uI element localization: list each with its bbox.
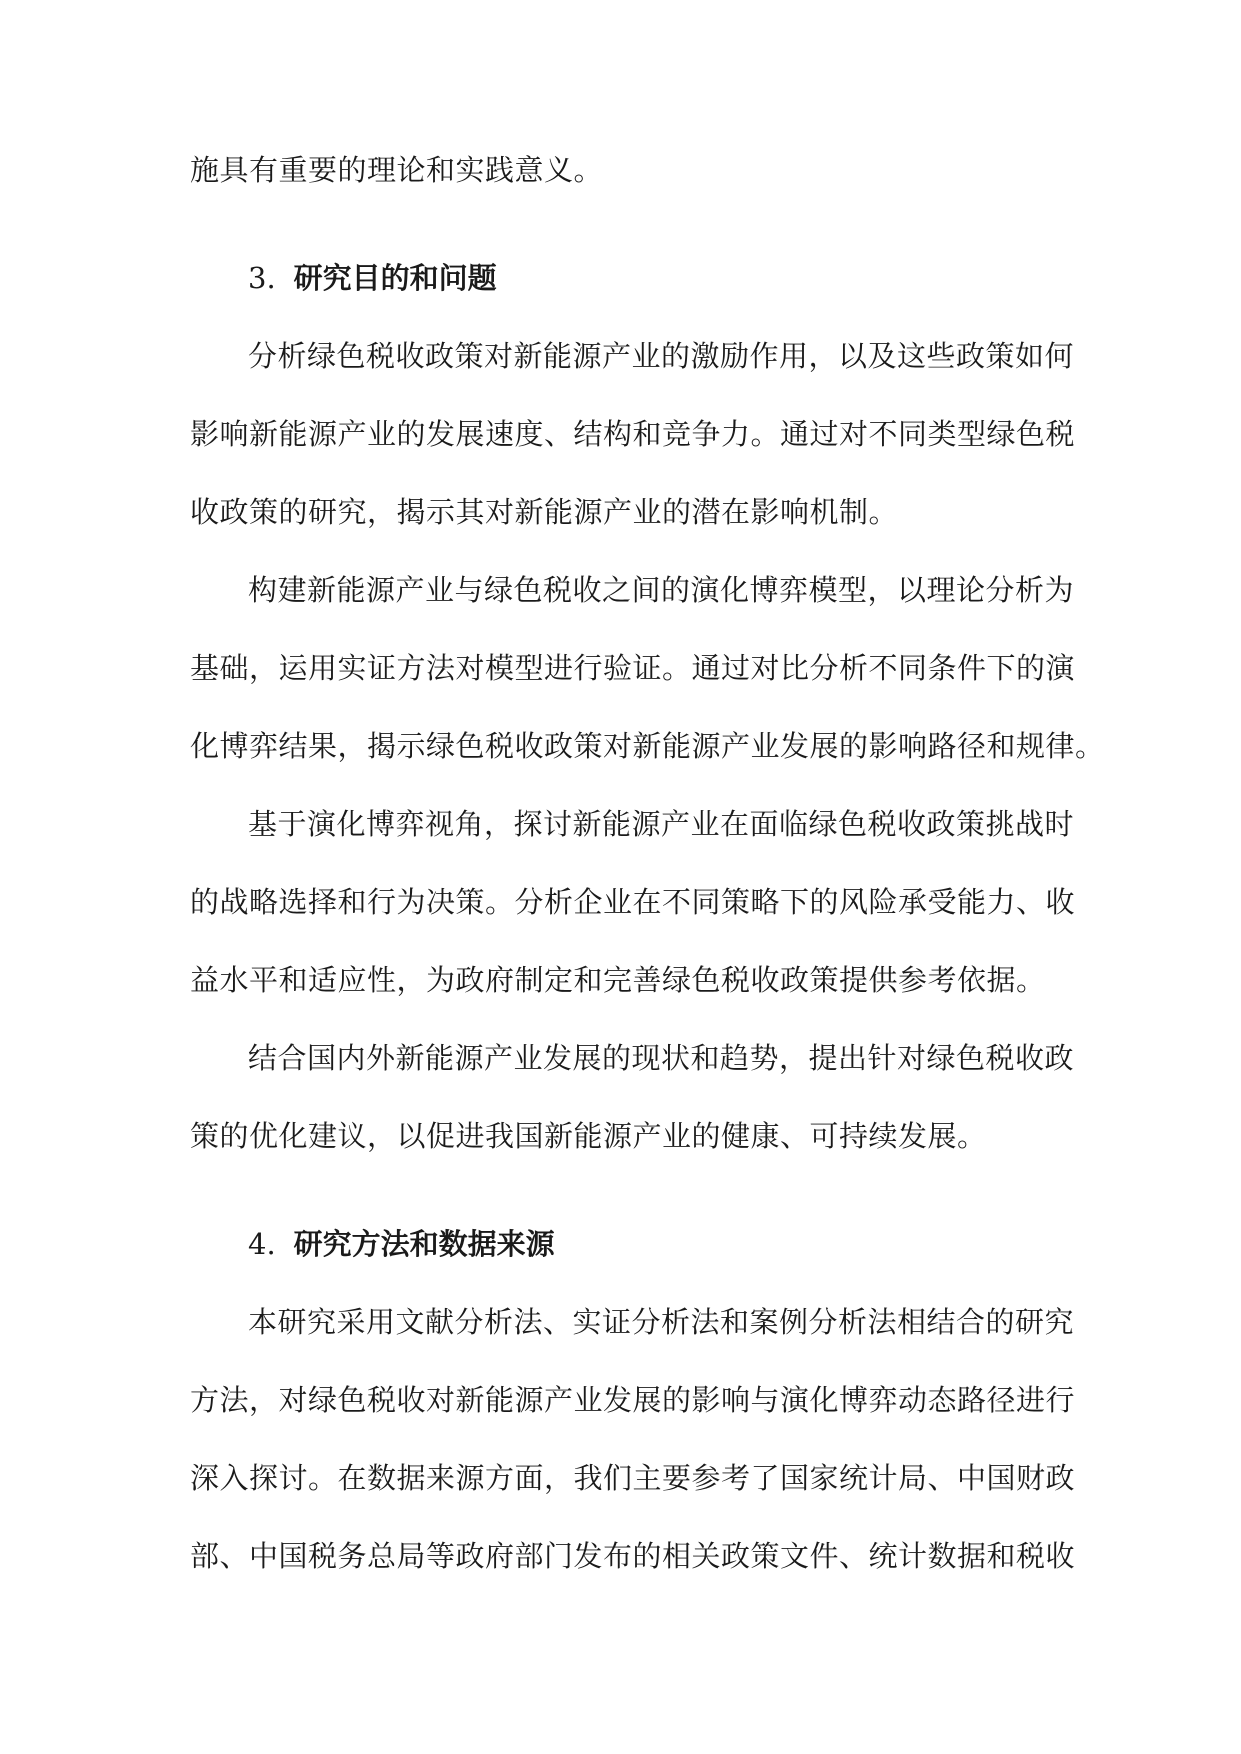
paragraph-line: 基础，运用实证方法对模型进行验证。通过对比分析不同条件下的演 [190, 651, 1076, 685]
section-number: 4. [248, 1227, 276, 1261]
paragraph-line: 收政策的研究，揭示其对新能源产业的潜在影响机制。 [190, 495, 899, 529]
paragraph-line: 分析绿色税收政策对新能源产业的激励作用，以及这些政策如何 [248, 339, 1075, 373]
paragraph-line: 深入探讨。在数据来源方面，我们主要参考了国家统计局、中国财政 [190, 1461, 1076, 1495]
paragraph-line: 结合国内外新能源产业发展的现状和趋势，提出针对绿色税收政 [248, 1041, 1075, 1075]
paragraph-line: 施具有重要的理论和实践意义。 [190, 153, 604, 187]
paragraph-line: 影响新能源产业的发展速度、结构和竞争力。通过对不同类型绿色税 [190, 417, 1076, 451]
paragraph-line: 本研究采用文献分析法、实证分析法和案例分析法相结合的研究 [248, 1305, 1075, 1339]
paragraph-line: 化博弈结果，揭示绿色税收政策对新能源产业发展的影响路径和规律。 [190, 729, 1105, 763]
paragraph-line: 益水平和适应性，为政府制定和完善绿色税收政策提供参考依据。 [190, 963, 1046, 997]
section-number: 3. [248, 261, 276, 295]
paragraph-line: 基于演化博弈视角，探讨新能源产业在面临绿色税收政策挑战时 [248, 807, 1075, 841]
paragraph-line: 方法，对绿色税收对新能源产业发展的影响与演化博弈动态路径进行 [190, 1383, 1076, 1417]
paragraph-line: 构建新能源产业与绿色税收之间的演化博弈模型，以理论分析为 [248, 573, 1075, 607]
paragraph-line: 的战略选择和行为决策。分析企业在不同策略下的风险承受能力、收 [190, 885, 1076, 919]
section-title: 研究方法和数据来源 [293, 1227, 555, 1261]
section-heading-4 [248, 1224, 555, 1264]
paragraph-line: 策的优化建议，以促进我国新能源产业的健康、可持续发展。 [190, 1119, 987, 1153]
paragraph-line: 部、中国税务总局等政府部门发布的相关政策文件、统计数据和税收 [190, 1539, 1076, 1573]
section-title: 研究目的和问题 [293, 261, 497, 295]
section-heading-3 [248, 258, 497, 298]
